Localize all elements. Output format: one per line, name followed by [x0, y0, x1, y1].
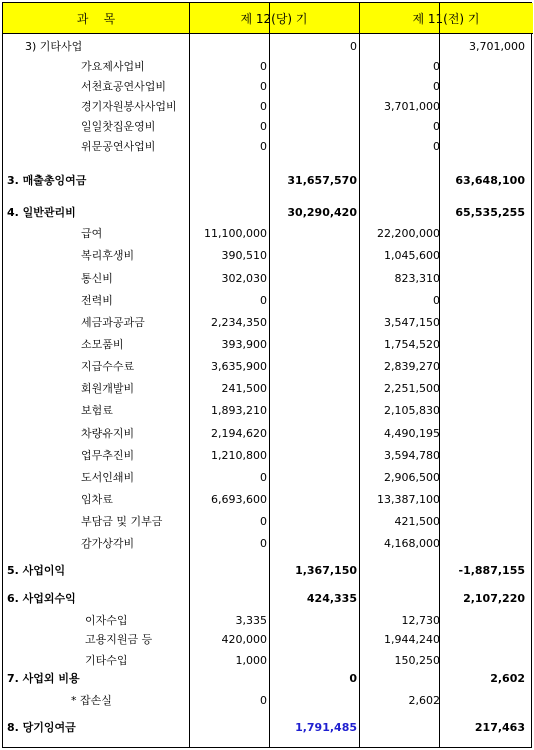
row-label: 소모품비: [81, 338, 124, 351]
previous-detail-amount: 3,701,000: [384, 100, 440, 113]
current-total-amount: 1,791,485: [295, 721, 357, 734]
row-label: 지급수수료: [81, 360, 135, 373]
row-label: 통신비: [81, 272, 113, 285]
table-row: [3, 77, 533, 97]
table-row: [3, 171, 533, 191]
current-detail-amount: 2,234,350: [211, 316, 267, 329]
current-detail-amount: 420,000: [221, 633, 267, 646]
header-current-label: 제 12(당) 기: [240, 11, 308, 26]
current-detail-amount: 11,100,000: [204, 227, 267, 240]
row-label: 이자수입: [85, 614, 128, 627]
previous-detail-amount: 1,944,240: [384, 633, 440, 646]
row-label: 8. 당기잉여금: [7, 721, 76, 734]
table-row: [3, 446, 533, 466]
previous-total-amount: -1,887,155: [458, 564, 525, 577]
row-label: 가요제사업비: [81, 60, 145, 73]
table-row: [3, 37, 533, 57]
table-row: [3, 137, 533, 157]
row-label: * 잡손실: [71, 694, 112, 707]
row-label: 6. 사업외수익: [7, 592, 76, 605]
current-detail-amount: 0: [260, 537, 267, 550]
table-row: [3, 691, 533, 711]
previous-detail-amount: 0: [433, 140, 440, 153]
current-total-amount: 0: [350, 40, 357, 53]
row-label: 경기자원봉사사업비: [81, 100, 177, 113]
current-detail-amount: 3,335: [235, 614, 267, 627]
table-row: [3, 512, 533, 532]
current-total-amount: 31,657,570: [287, 174, 357, 187]
table-row: [3, 224, 533, 244]
previous-total-amount: 3,701,000: [469, 40, 525, 53]
row-label: 위문공연사업비: [81, 140, 156, 153]
current-detail-amount: 0: [260, 100, 267, 113]
table-row: [3, 651, 533, 671]
table-row: [3, 335, 533, 355]
row-label: 5. 사업이익: [7, 564, 66, 577]
previous-detail-amount: 2,105,830: [384, 404, 440, 417]
previous-detail-amount: 150,250: [394, 654, 440, 667]
income-statement-table: [2, 2, 532, 748]
previous-detail-amount: 2,839,270: [384, 360, 440, 373]
table-row: [3, 424, 533, 444]
previous-detail-amount: 22,200,000: [377, 227, 440, 240]
previous-detail-amount: 0: [433, 294, 440, 307]
previous-detail-amount: 1,045,600: [384, 249, 440, 262]
current-detail-amount: 0: [260, 694, 267, 707]
previous-detail-amount: 0: [433, 80, 440, 93]
current-detail-amount: 3,635,900: [211, 360, 267, 373]
current-detail-amount: 6,693,600: [211, 493, 267, 506]
table-row: [3, 718, 533, 738]
current-detail-amount: 393,900: [221, 338, 267, 351]
table-row: [3, 379, 533, 399]
table-row: [3, 269, 533, 289]
table-row: [3, 203, 533, 223]
previous-detail-amount: 0: [433, 60, 440, 73]
table-row: [3, 57, 533, 77]
row-label: 서천효공연사업비: [81, 80, 167, 93]
previous-detail-amount: 421,500: [394, 515, 440, 528]
previous-detail-amount: 2,906,500: [384, 471, 440, 484]
table-row: [3, 561, 533, 581]
current-detail-amount: 2,194,620: [211, 427, 267, 440]
current-detail-amount: 0: [260, 515, 267, 528]
current-detail-amount: 0: [260, 80, 267, 93]
previous-detail-amount: 1,754,520: [384, 338, 440, 351]
row-label: 고용지원금 등: [85, 633, 153, 646]
row-label: 기타수입: [85, 654, 128, 667]
previous-detail-amount: 0: [433, 120, 440, 133]
previous-total-amount: 217,463: [474, 721, 525, 734]
previous-detail-amount: 823,310: [394, 272, 440, 285]
previous-total-amount: 2,602: [490, 672, 525, 685]
row-label: 차량유지비: [81, 427, 135, 440]
row-label: 일일찻집운영비: [81, 120, 156, 133]
row-label: 감가상각비: [81, 537, 135, 550]
row-label: 전력비: [81, 294, 113, 307]
previous-detail-amount: 3,547,150: [384, 316, 440, 329]
header-current-period: [189, 3, 359, 34]
current-total-amount: 1,367,150: [295, 564, 357, 577]
current-detail-amount: 0: [260, 140, 267, 153]
table-row: [3, 246, 533, 266]
previous-total-amount: 2,107,220: [463, 592, 525, 605]
current-detail-amount: 0: [260, 471, 267, 484]
table-row: [3, 117, 533, 137]
row-label: 복리후생비: [81, 249, 135, 262]
table-row: [3, 401, 533, 421]
previous-detail-amount: 3,594,780: [384, 449, 440, 462]
table-row: [3, 291, 533, 311]
previous-detail-amount: 4,490,195: [384, 427, 440, 440]
previous-detail-amount: 4,168,000: [384, 537, 440, 550]
table-row: [3, 490, 533, 510]
current-detail-amount: 1,000: [235, 654, 267, 667]
current-detail-amount: 241,500: [221, 382, 267, 395]
row-label: 7. 사업외 비용: [7, 672, 80, 685]
table-row: [3, 589, 533, 609]
row-label: 업무추진비: [81, 449, 135, 462]
previous-detail-amount: 2,251,500: [384, 382, 440, 395]
current-detail-amount: 0: [260, 120, 267, 133]
current-detail-amount: 1,210,800: [211, 449, 267, 462]
current-total-amount: 424,335: [306, 592, 357, 605]
current-total-amount: 0: [349, 672, 357, 685]
header-previous-period: [359, 3, 533, 34]
table-row: [3, 611, 533, 631]
table-row: [3, 468, 533, 488]
table-row: [3, 669, 533, 689]
row-label: 부담금 및 기부금: [81, 515, 163, 528]
row-label: 4. 일반관리비: [7, 206, 76, 219]
table-row: [3, 313, 533, 333]
current-detail-amount: 0: [260, 60, 267, 73]
header-previous-label: 제 11(전) 기: [412, 11, 480, 26]
row-label: 도서인쇄비: [81, 471, 135, 484]
previous-detail-amount: 12,730: [401, 614, 440, 627]
row-label: 보험료: [81, 404, 113, 417]
header-item-column: [3, 3, 189, 34]
row-label: 급여: [81, 227, 103, 240]
header-item-label: 과 목: [76, 11, 116, 26]
current-detail-amount: 390,510: [221, 249, 267, 262]
previous-detail-amount: 13,387,100: [377, 493, 440, 506]
table-row: [3, 97, 533, 117]
table-row: [3, 630, 533, 650]
table-row: [3, 534, 533, 554]
row-label: 세금과공과금: [81, 316, 145, 329]
row-label: 3. 매출총잉여금: [7, 174, 87, 187]
current-detail-amount: 0: [260, 294, 267, 307]
row-label: 회원개발비: [81, 382, 135, 395]
previous-total-amount: 65,535,255: [455, 206, 525, 219]
row-label: 3) 기타사업: [25, 40, 83, 53]
previous-detail-amount: 2,602: [408, 694, 440, 707]
previous-total-amount: 63,648,100: [455, 174, 525, 187]
table-row: [3, 357, 533, 377]
current-total-amount: 30,290,420: [287, 206, 357, 219]
current-detail-amount: 302,030: [221, 272, 267, 285]
current-detail-amount: 1,893,210: [211, 404, 267, 417]
row-label: 임차료: [81, 493, 113, 506]
